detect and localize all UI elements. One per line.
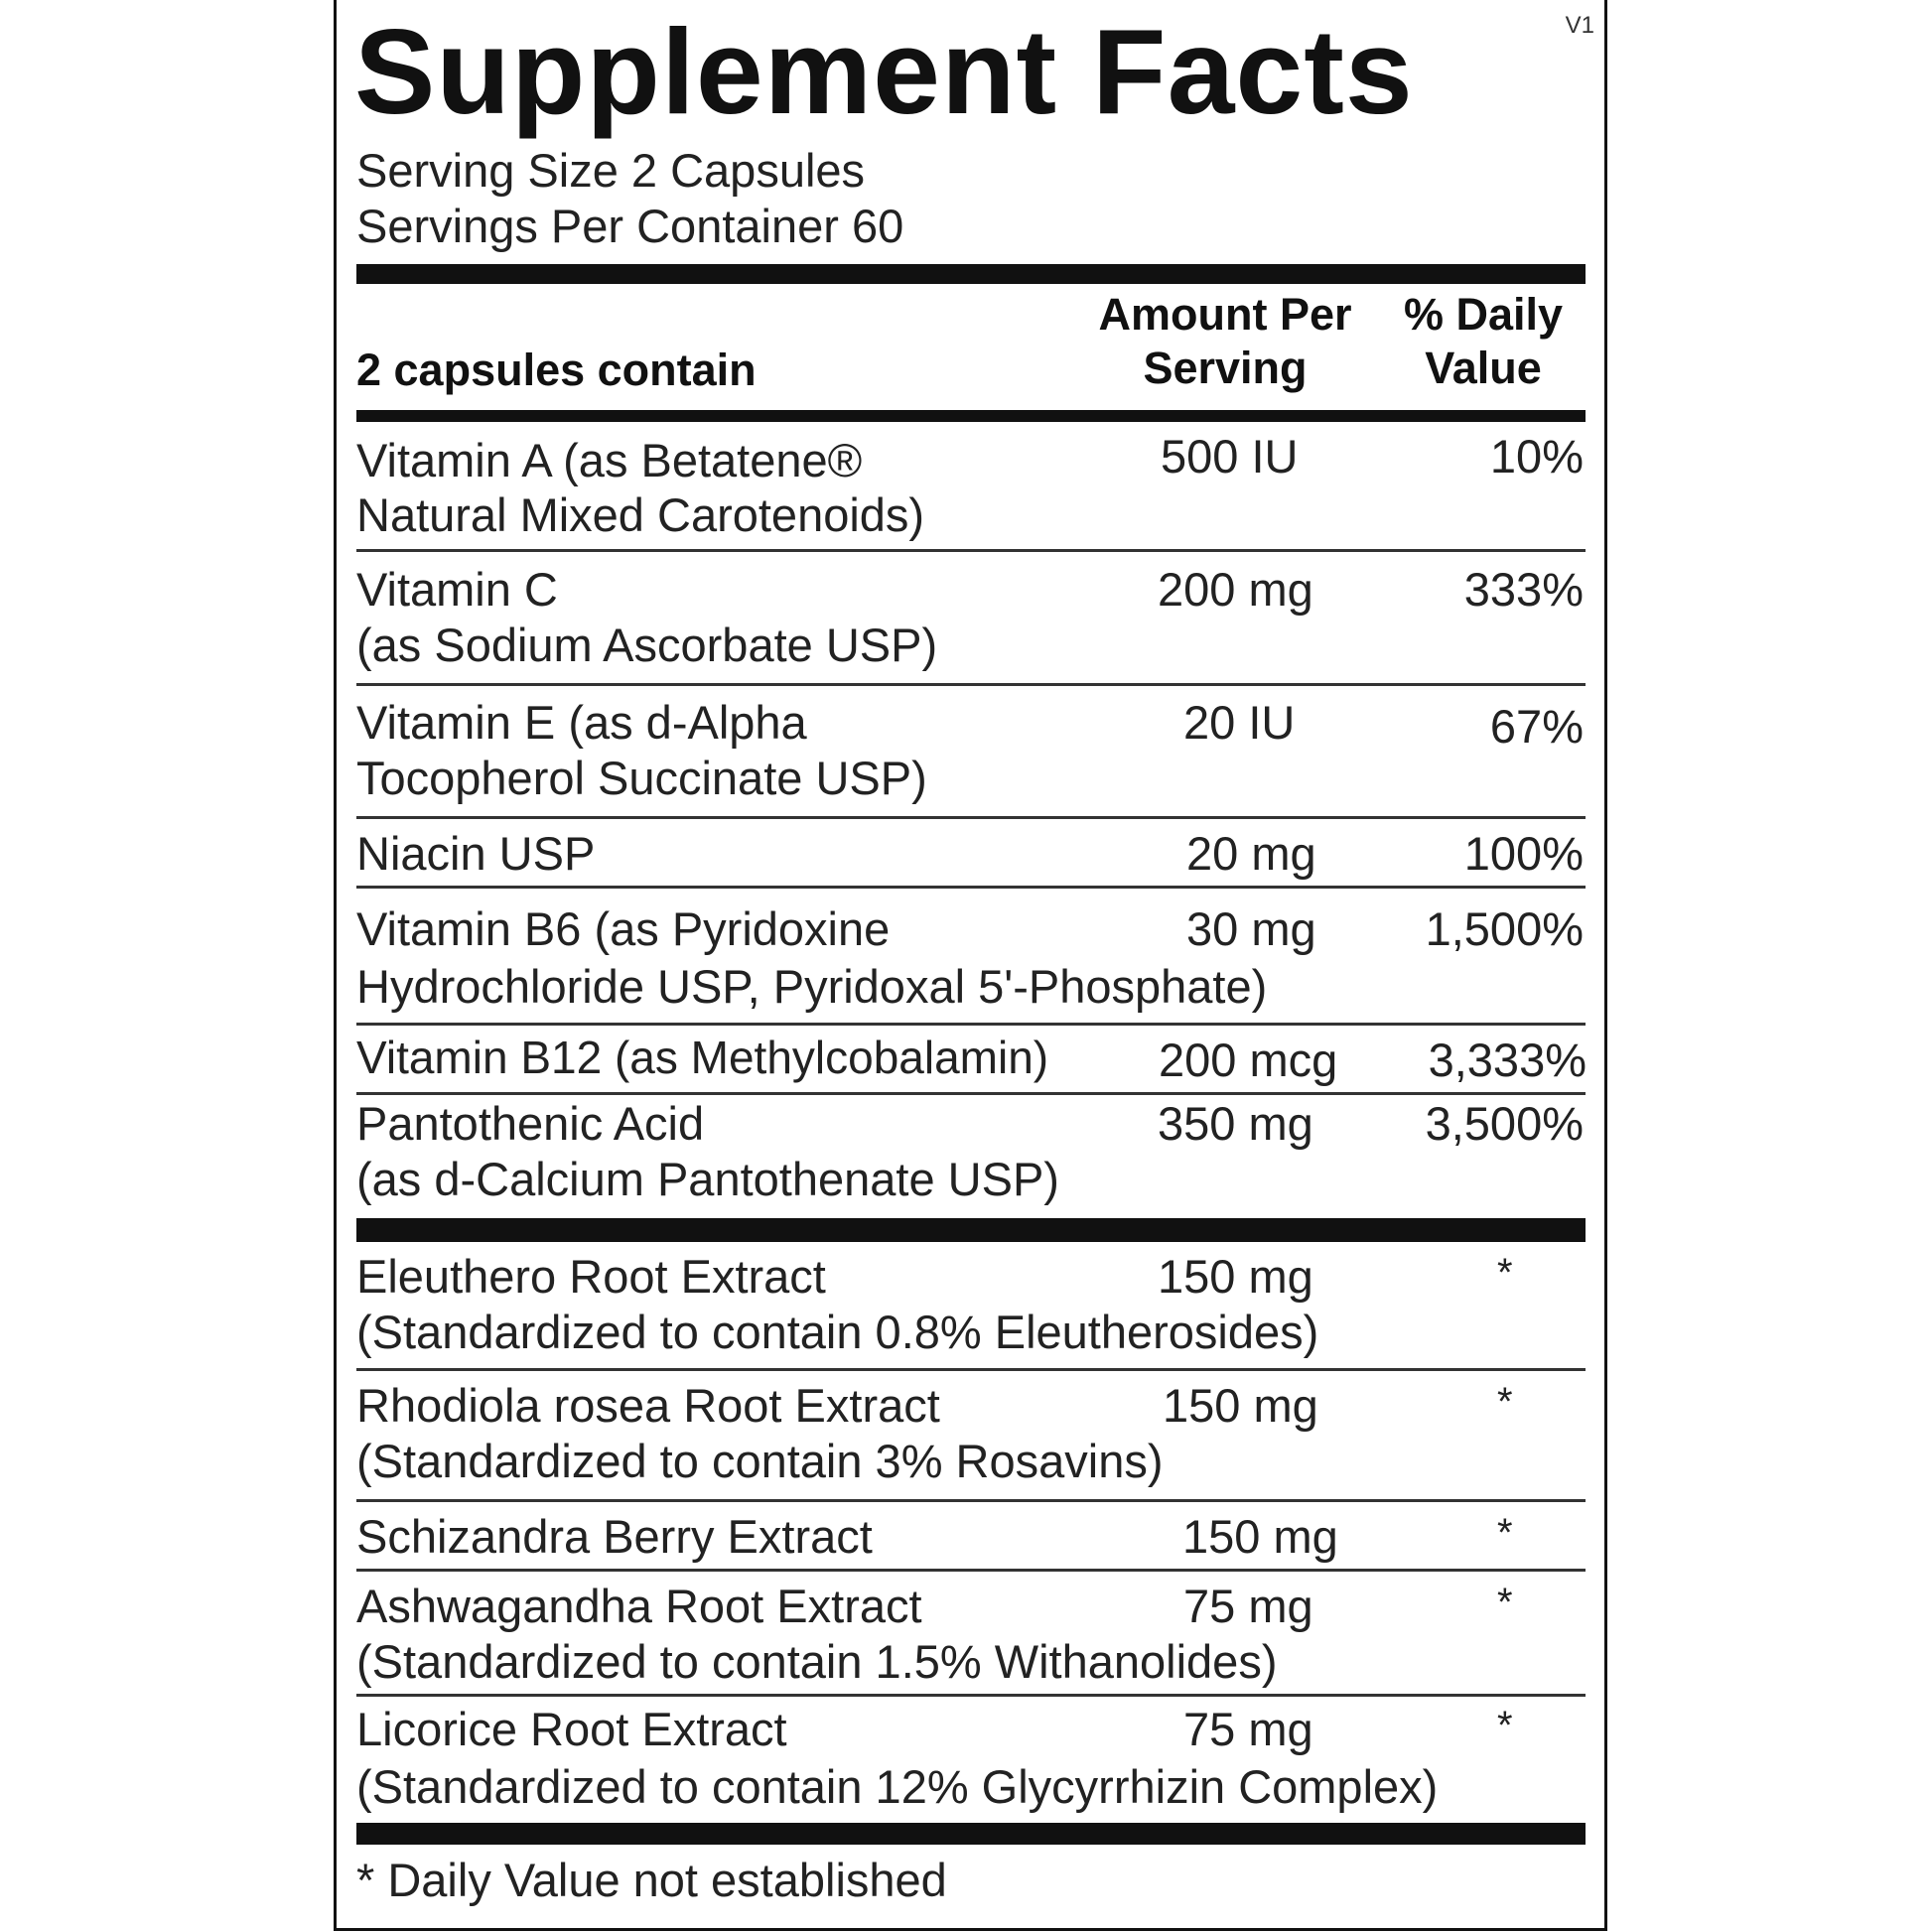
supplement-facts-panel	[334, 0, 1607, 1931]
ingredient-amount: 20 mg	[1186, 827, 1316, 880]
daily-value-not-established-mark: *	[1497, 1511, 1513, 1555]
row-divider	[356, 549, 1586, 552]
column-header-amount	[1071, 288, 1379, 395]
thick-divider	[356, 1823, 1586, 1845]
ingredient-detail: (as d-Calcium Pantothenate USP)	[356, 1153, 1059, 1205]
ingredient-daily-value: 10%	[1489, 430, 1584, 483]
column-header-daily-value	[1379, 288, 1587, 395]
ingredient-daily-value: 100%	[1463, 827, 1584, 880]
medium-divider	[356, 410, 1586, 422]
ingredient-detail: Natural Mixed Carotenoids)	[356, 488, 925, 541]
ingredient-detail: (Standardized to contain 12% Glycyrrhizin Complex)	[356, 1760, 1439, 1813]
ingredient-name: Ashwagandha Root Extract	[356, 1580, 922, 1632]
ingredient-name: Schizandra Berry Extract	[356, 1510, 873, 1563]
amount-header-line2: Serving	[1143, 343, 1308, 393]
footnote: * Daily Value not established	[356, 1854, 947, 1906]
ingredient-amount: 150 mg	[1182, 1510, 1338, 1563]
ingredient-detail: (Standardized to contain 1.5% Withanolides)	[356, 1635, 1278, 1688]
ingredient-detail: (as Sodium Ascorbate USP)	[356, 619, 938, 671]
ingredient-daily-value: 3,333%	[1428, 1034, 1587, 1086]
ingredient-amount: 150 mg	[1163, 1379, 1318, 1432]
ingredient-name: Niacin USP	[356, 827, 596, 880]
row-divider	[356, 1023, 1586, 1026]
ingredient-name: Vitamin B12 (as Methylcobalamin)	[356, 1032, 1049, 1083]
ingredient-detail: Tocopherol Succinate USP)	[356, 752, 927, 804]
ingredient-name: Vitamin A (as Betatene®	[356, 434, 863, 486]
ingredient-name: Licorice Root Extract	[356, 1703, 787, 1755]
ingredient-amount: 200 mcg	[1159, 1034, 1338, 1086]
row-divider	[356, 886, 1586, 889]
ingredient-amount: 350 mg	[1158, 1097, 1313, 1150]
ingredient-daily-value: 1,500%	[1425, 902, 1584, 955]
ingredient-daily-value: 3,500%	[1425, 1097, 1584, 1150]
row-divider	[356, 683, 1586, 686]
thick-divider	[356, 1218, 1586, 1242]
column-header-ingredients: 2 capsules contain	[356, 345, 757, 395]
ingredient-daily-value: 67%	[1489, 700, 1584, 753]
thick-divider	[356, 264, 1586, 284]
ingredient-amount: 75 mg	[1183, 1580, 1313, 1632]
ingredient-amount: 75 mg	[1183, 1703, 1313, 1755]
ingredient-detail: (Standardized to contain 0.8% Eleutherosides)	[356, 1306, 1319, 1358]
row-divider	[356, 1368, 1586, 1371]
row-divider	[356, 816, 1586, 819]
dv-header-line2: Value	[1425, 343, 1542, 393]
daily-value-not-established-mark: *	[1497, 1704, 1513, 1747]
daily-value-not-established-mark: *	[1497, 1581, 1513, 1624]
ingredient-name: Rhodiola rosea Root Extract	[356, 1379, 940, 1432]
ingredient-name: Vitamin E (as d-Alpha	[356, 696, 807, 749]
ingredient-detail: Hydrochloride USP, Pyridoxal 5'-Phosphate)	[356, 960, 1268, 1013]
version-mark: V1	[1565, 12, 1594, 39]
panel-title: Supplement Facts	[354, 4, 1414, 139]
ingredient-daily-value: 333%	[1463, 563, 1584, 616]
daily-value-not-established-mark: *	[1497, 1380, 1513, 1424]
daily-value-not-established-mark: *	[1497, 1251, 1513, 1295]
serving-size: Serving Size 2 Capsules	[356, 144, 866, 197]
row-divider	[356, 1092, 1586, 1095]
row-divider	[356, 1499, 1586, 1502]
ingredient-name: Vitamin B6 (as Pyridoxine	[356, 902, 891, 955]
ingredient-amount: 30 mg	[1186, 902, 1316, 955]
ingredient-name: Vitamin C	[356, 563, 558, 616]
ingredient-name: Pantothenic Acid	[356, 1097, 705, 1150]
ingredient-amount: 200 mg	[1158, 563, 1313, 616]
row-divider	[356, 1569, 1586, 1572]
ingredient-amount: 500 IU	[1161, 430, 1299, 483]
ingredient-detail: (Standardized to contain 3% Rosavins)	[356, 1435, 1164, 1487]
amount-header-line1: Amount Per	[1098, 289, 1352, 340]
servings-per-container: Servings Per Container 60	[356, 200, 904, 252]
row-divider	[356, 1694, 1586, 1697]
ingredient-name: Eleuthero Root Extract	[356, 1250, 826, 1303]
ingredient-amount: 20 IU	[1183, 696, 1296, 749]
dv-header-line1: % Daily	[1403, 289, 1564, 340]
ingredient-amount: 150 mg	[1158, 1250, 1313, 1303]
